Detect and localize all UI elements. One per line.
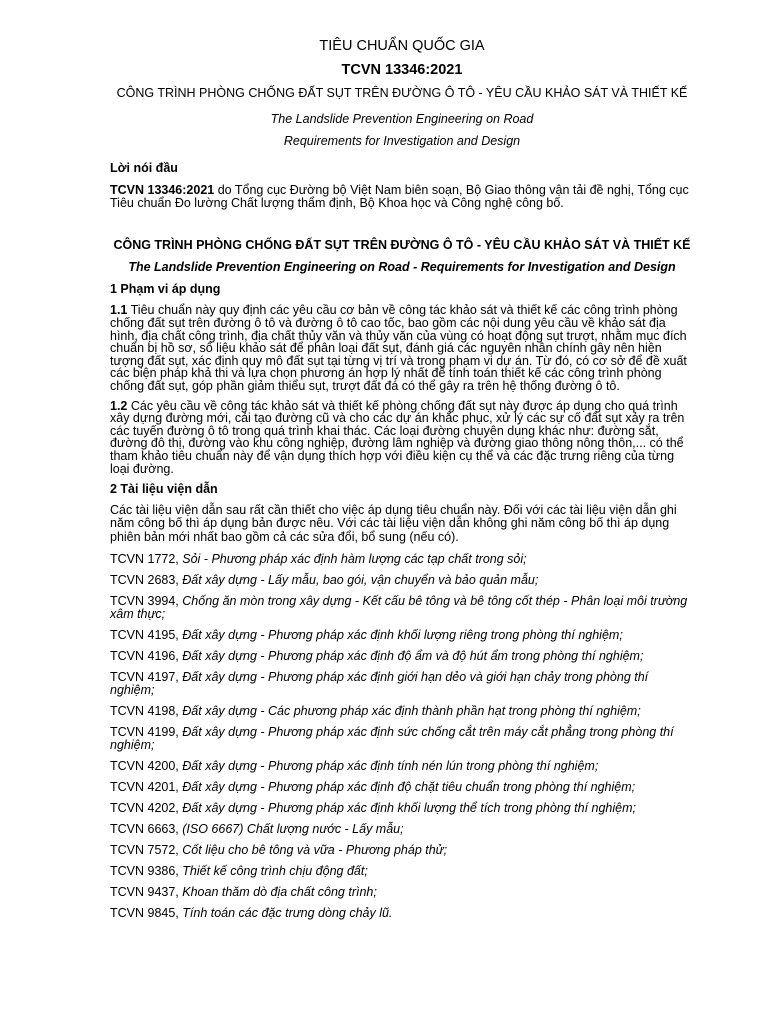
reference-code: TCVN 9437, <box>110 884 183 899</box>
reference-title: Đất xây dựng - Các phương pháp xác định thành phần hạt trong phòng thí nghiệm; <box>182 703 641 718</box>
reference-title: Đất xây dựng - Phương pháp xác định tính nén lún trong phòng thí nghiệm; <box>182 758 599 773</box>
reference-title: Đất xây dựng - Phương pháp xác định độ chặt tiêu chuẩn trong phòng thí nghiệm; <box>182 779 636 794</box>
reference-item <box>110 886 694 899</box>
reference-item <box>110 907 694 920</box>
reference-code: TCVN 4201, <box>110 779 183 794</box>
reference-item <box>110 650 694 663</box>
reference-code: TCVN 2683, <box>110 572 183 587</box>
reference-code: TCVN 4197, <box>110 669 183 684</box>
reference-title: Khoan thăm dò địa chất công trình; <box>182 884 377 899</box>
reference-title: Cốt liệu cho bê tông và vữa - Phương pháp thử; <box>182 842 448 857</box>
reference-code: TCVN 9386, <box>110 863 183 878</box>
reference-title: Tính toán các đặc trưng dòng chảy lũ. <box>182 905 393 920</box>
reference-item <box>110 823 694 836</box>
reference-item <box>110 671 694 697</box>
standard-title-en-line1: The Landslide Prevention Engineering on Road <box>270 112 534 126</box>
reference-code: TCVN 6663, <box>110 821 183 836</box>
reference-item <box>110 844 694 857</box>
standard-title-en-line2: Requirements for Investigation and Design <box>283 134 521 148</box>
clause-text: Các yêu cầu về công tác khảo sát và thiết kế phòng chống đất sụt này được áp dụng cho quá trình xây dựng đường mới, cải tạo đường cũ và cho các dự án khắc phục, xử lý các sự cố đất sụt xảy ra trên các tuyến đường ô tô trong quá trình khai thác. Các loại đường chuyên dụng khác như: đường sắt, đường đô thị, đường vào khu công nghiệp, đường lâm nghiệp và đường giao thông nông thôn,... có thể tham khảo tiêu chuẩn này để vận dụng thích hợp với điều kiện cụ thể và các đặc trưng riêng của từng loại đường. <box>110 398 685 476</box>
reference-code: TCVN 4202, <box>110 800 183 815</box>
standard-code: TCVN 13346:2021 <box>341 62 463 78</box>
reference-code: TCVN 3994, <box>110 593 183 608</box>
reference-code: TCVN 4200, <box>110 758 183 773</box>
foreword-paragraph <box>110 184 694 210</box>
reference-code: TCVN 4198, <box>110 703 183 718</box>
reference-item <box>110 705 694 718</box>
clause-1-1 <box>110 304 694 392</box>
clause-text: Tiêu chuẩn này quy định các yêu cầu cơ bản về công tác khảo sát và thiết kế các công trình phòng chống đất sụt trên đường ô tô và đường ô tô cao tốc, bao gồm các nội dung yêu cầu về khảo sát địa hình, địa chất công trình, địa chất thủy văn và thủy văn của vùng có hoạt động sụt trượt, nhằm mục đích chuẩn bị hồ sơ, số liệu khảo sát để phân loại đất sụt, đánh giá các nguyên nhân chính gây nên hiện tượng đất sụt, xác định quy mô đất sụt tại từng vị trí và trong phạm vi dự án. Từ đó, có cơ sở để đề xuất các biện pháp khả thi và lựa chọn phương án hợp lý nhất để tính toán thiết kế các công trình phòng chống đất sụt, góp phần giảm thiểu sụt, trượt đất đá có thể gây ra trên hệ thống đường ô tô. <box>110 303 687 393</box>
section-2-heading: 2 Tài liệu viện dẫn <box>110 482 218 497</box>
clause-number: 1.1 <box>110 303 128 318</box>
reference-item <box>110 726 694 752</box>
reference-title: Thiết kế công trình chịu động đất; <box>182 863 368 878</box>
foreword-heading: Lời nói đầu <box>110 161 178 175</box>
reference-title: Đất xây dựng - Phương pháp xác định độ ẩm và độ hút ẩm trong phòng thí nghiệm; <box>182 648 644 663</box>
clause-number: 1.2 <box>110 398 128 413</box>
reference-code: TCVN 7572, <box>110 842 183 857</box>
reference-title: Sỏi - Phương pháp xác định hàm lượng các tạp chất trong sỏi; <box>182 551 527 566</box>
reference-title: Đất xây dựng - Phương pháp xác định giới hạn dẻo và giới hạn chảy trong phòng thí nghiệm; <box>110 669 649 697</box>
reference-item <box>110 574 694 587</box>
section-2-intro: Các tài liệu viện dẫn sau rất cần thiết cho việc áp dụng tiêu chuẩn này. Đối với các tài liệu viện dẫn ghi năm công bố thì áp dụng bản được nêu. Với các tài liệu viện dẫn không ghi năm công bố thì áp dụng phiên bản mới nhất bao gồm cả các sửa đổi, bổ sung (nếu có). <box>110 503 677 544</box>
reference-list <box>110 553 694 920</box>
reference-item <box>110 595 694 621</box>
reference-title: Đất xây dựng - Phương pháp xác định khối lượng thể tích trong phòng thí nghiệm; <box>182 800 637 815</box>
section-1-heading: 1 Phạm vi áp dụng <box>110 282 221 297</box>
body-title-vi: CÔNG TRÌNH PHÒNG CHỐNG ĐẤT SỤT TRÊN ĐƯỜNG Ô TÔ - YÊU CẦU KHẢO SÁT VÀ THIẾT KẾ <box>113 238 691 253</box>
foreword-text: do Tổng cục Đường bộ Việt Nam biên soạn, Bộ Giao thông vận tải đề nghị, Tổng cục Tiêu chuẩn Đo lường Chất lượng thẩm định, Bộ Khoa học và Công nghệ công bố. <box>110 183 689 211</box>
national-standard-label: TIÊU CHUẨN QUỐC GIA <box>319 38 485 54</box>
reference-item <box>110 629 694 642</box>
reference-item <box>110 802 694 815</box>
standard-title-vi: CÔNG TRÌNH PHÒNG CHỐNG ĐẤT SỤT TRÊN ĐƯỜNG Ô TÔ - YÊU CẦU KHẢO SÁT VÀ THIẾT KẾ <box>116 86 688 100</box>
reference-title: Đất xây dựng - Phương pháp xác định sức chống cắt trên máy cắt phẳng trong phòng thí nghiệm; <box>110 724 674 752</box>
reference-title: (ISO 6667) Chất lượng nước - Lấy mẫu; <box>182 821 404 836</box>
reference-code: TCVN 4195, <box>110 627 183 642</box>
reference-code: TCVN 4196, <box>110 648 183 663</box>
body-title-en: The Landslide Prevention Engineering on Road - Requirements for Investigation and Design <box>128 260 676 275</box>
reference-item <box>110 760 694 773</box>
document-page <box>110 38 694 928</box>
reference-title: Đất xây dựng - Phương pháp xác định khối lượng riêng trong phòng thí nghiệm; <box>182 627 623 642</box>
reference-item <box>110 781 694 794</box>
reference-item <box>110 553 694 566</box>
reference-title: Chống ăn mòn trong xây dựng - Kết cấu bê tông và bê tông cốt thép - Phân loại môi trường xâm thực; <box>110 593 688 621</box>
reference-code: TCVN 9845, <box>110 905 183 920</box>
reference-code: TCVN 1772, <box>110 551 183 566</box>
reference-code: TCVN 4199, <box>110 724 183 739</box>
clause-1-2 <box>110 400 694 476</box>
foreword-code: TCVN 13346:2021 <box>110 183 215 197</box>
reference-title: Đất xây dựng - Lấy mẫu, bao gói, vận chuyển và bảo quản mẫu; <box>182 572 539 587</box>
reference-item <box>110 865 694 878</box>
